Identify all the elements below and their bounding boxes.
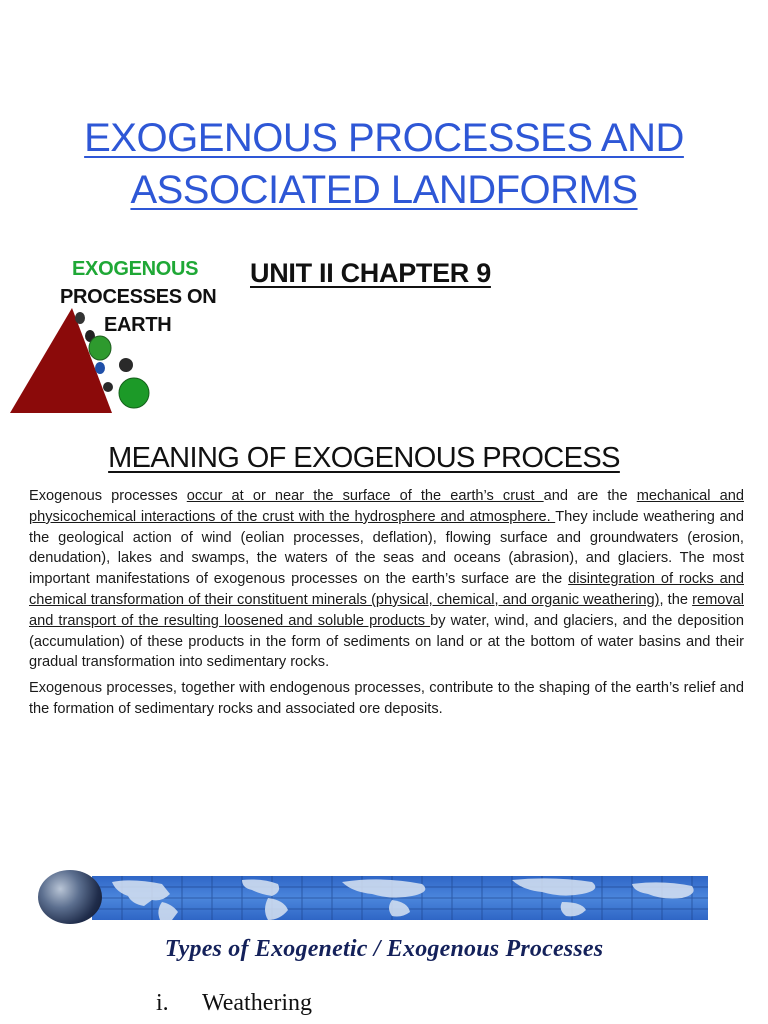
globe-icon [38, 870, 102, 924]
page-title-line-2: ASSOCIATED LANDFORMS [130, 168, 638, 212]
paragraph-1 [29, 486, 744, 673]
map-grid [92, 876, 708, 920]
page-title-line-1: EXOGENOUS PROCESSES AND [84, 116, 684, 160]
page-title [0, 112, 768, 216]
logo-line-1: EXOGENOUS [72, 258, 199, 280]
p1-text-5: by water, wind, and glaciers, and the deposition (accumulation) of these products in the form of sediments on land or at the bottom of water basins and their gradual transformation into sedimentary rocks. [29, 612, 744, 671]
p1-underline-4: removal and transport of the resulting loosened and soluble products [29, 591, 744, 629]
logo-line-3: EARTH [104, 314, 172, 336]
unit-heading: UNIT II CHAPTER 9 [250, 258, 491, 288]
list-item-label: Weathering [202, 990, 313, 1016]
p1-underline-3: disintegration of rocks and chemical transformation of their constituent minerals (physical, chemical, and organic weathering) [29, 571, 745, 608]
world-map-banner [36, 868, 716, 928]
list-item [156, 990, 312, 1017]
p1-underline-1: occur at or near the surface of the earth’s crust [186, 488, 544, 504]
types-heading: Types of Exogenetic / Exogenous Processes [164, 936, 604, 962]
exogenous-logo [8, 252, 238, 418]
p1-text-2: and are the [543, 488, 637, 504]
logo-line-2: PROCESSES ON [60, 286, 217, 308]
paragraph-2: Exogenous processes, together with endogenous processes, contribute to the shaping of the earth’s relief and the formation of sedimentary rocks and associated ore deposits. [29, 680, 744, 717]
p1-text-1: Exogenous processes [29, 488, 187, 504]
body-text [29, 486, 744, 725]
p1-text-3: They include weathering and the geological action of wind (eolian processes, deflation), flowing surface and groundwaters (erosion, denudation), lakes and swamps, the waters of the seas and oceans (abrasion), and glaciers. The most important manifestations of exogenous processes on the earth’s surface are the [29, 508, 744, 588]
p1-text-4: , the [659, 591, 693, 608]
map-strip [92, 876, 708, 920]
list-item-number: i. [156, 990, 169, 1016]
section-heading: MEANING OF EXOGENOUS PROCESS [108, 442, 620, 474]
p1-underline-2: mechanical and physicochemical interactions of the crust with the hydrosphere and atmosphere. [29, 488, 744, 525]
